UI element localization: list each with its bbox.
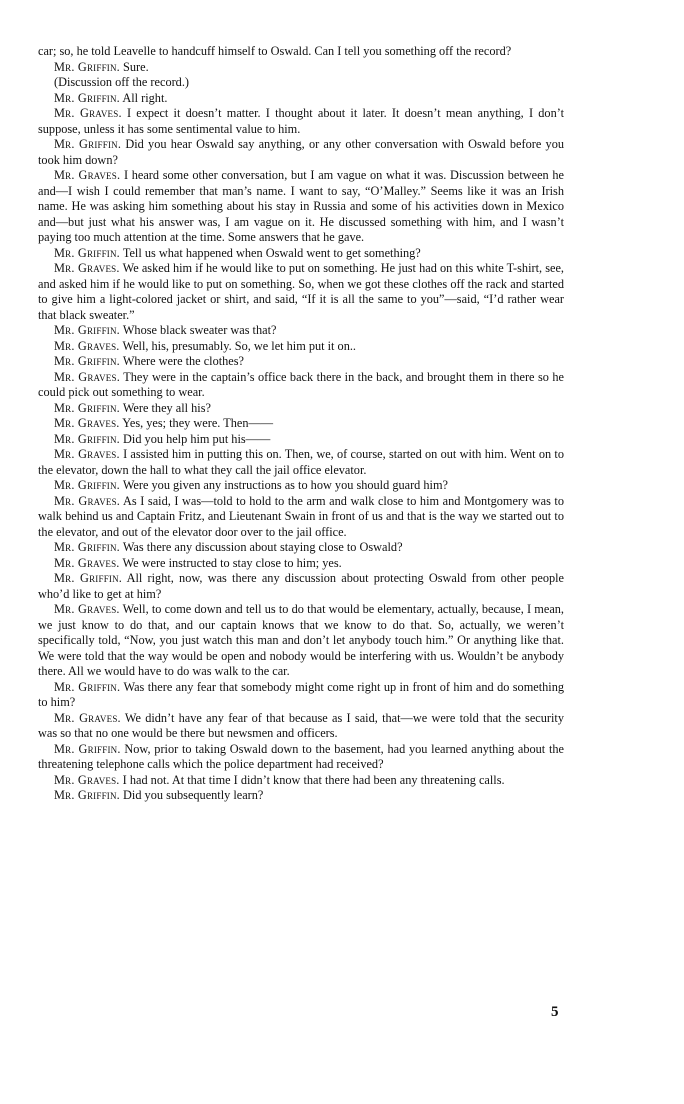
speaker-label: Mr. Griffin. — [54, 90, 120, 105]
transcript-paragraph — [38, 106, 564, 137]
transcript-paragraph — [38, 401, 564, 417]
transcript-paragraph — [38, 494, 564, 541]
paragraph-text: (Discussion off the record.) — [54, 75, 190, 89]
transcript-paragraph — [38, 680, 564, 711]
transcript-paragraph — [38, 416, 564, 432]
speaker-label: Mr. Griffin. — [54, 540, 120, 554]
speaker-label: Mr. Griffin. — [54, 571, 123, 585]
speaker-label: Mr. Griffin. — [54, 137, 122, 151]
transcript-paragraph — [38, 44, 564, 60]
transcript-paragraph — [38, 478, 564, 494]
speaker-label: Mr. Graves. — [54, 168, 121, 182]
paragraph-text: I expect it doesn’t matter. I thought about it later. It doesn’t mean anything, I don’t suppose, unless it has some sentimental value to him. — [38, 106, 565, 136]
speaker-label: Mr. Griffin. — [54, 354, 120, 368]
paragraph-text: Sure. — [123, 59, 149, 74]
paragraph-text: car; so, he told Leavelle to handcuff himself to Oswald. Can I tell you something off the record? — [38, 44, 512, 58]
speaker-label: Mr. Griffin. — [54, 245, 120, 260]
paragraph-text: Did you hear Oswald say anything, or any other conversation with Oswald before you took him down? — [38, 137, 564, 167]
paragraph-text: Now, prior to taking Oswald down to the basement, had you learned anything about the threatening telephone calls which the police department had received? — [38, 741, 564, 771]
speaker-label: Mr. Griffin. — [54, 788, 120, 802]
transcript-paragraph — [38, 323, 564, 339]
transcript-paragraph — [38, 432, 564, 448]
speaker-label: Mr. Graves. — [54, 447, 120, 461]
transcript-paragraph — [38, 602, 564, 680]
paragraph-text: Whose black sweater was that? — [122, 323, 277, 337]
transcript-paragraph — [38, 370, 564, 401]
transcript-paragraph — [38, 354, 564, 370]
paragraph-text: Was there any discussion about staying close to Oswald? — [122, 540, 403, 554]
speaker-label: Mr. Griffin. — [54, 59, 120, 74]
paragraph-text: All right, now, was there any discussion about protecting Oswald from other people who’d like to get at him? — [38, 571, 564, 601]
speaker-label: Mr. Graves. — [54, 261, 120, 275]
speaker-label: Mr. Graves. — [54, 602, 120, 616]
speaker-label: Mr. Graves. — [54, 493, 121, 508]
paragraph-text: They were in the captain’s office back there in the back, and brought them in there so he could pick out something to wear. — [38, 369, 564, 399]
paragraph-text: Were you given any instructions as to how you should guard him? — [122, 478, 448, 492]
transcript-paragraph — [38, 447, 564, 478]
speaker-label: Mr. Griffin. — [54, 400, 120, 415]
paragraph-text: We were instructed to stay close to him; yes. — [122, 555, 342, 570]
paragraph-text: Well, his, presumably. So, we let him put it on.. — [122, 338, 356, 353]
paragraph-text: As I said, I was—told to hold to the arm and walk close to him and Montgomery was to walk behind us and Captain Fritz, and Lieutenant Swain in front of us and that is the way we started out to the elevator, and out of the elevator door over to the jail office. — [38, 493, 565, 539]
speaker-label: Mr. Graves. — [54, 555, 120, 570]
transcript-paragraph — [38, 75, 564, 91]
speaker-label: Mr. Griffin. — [54, 478, 120, 492]
transcript-paragraph — [38, 339, 564, 355]
paragraph-text: Tell us what happened when Oswald went to get something? — [122, 245, 421, 260]
speaker-label: Mr. Graves. — [54, 772, 120, 787]
transcript-paragraph — [38, 773, 564, 789]
speaker-label: Mr. Graves. — [54, 106, 122, 120]
paragraph-text: Where were the clothes? — [122, 354, 245, 368]
paragraph-text: I assisted him in putting this on. Then, we, of course, started on out with him. Went on to the elevator, down the hall to what they call the jail office elevator. — [38, 447, 564, 477]
paragraph-text: Did you subsequently learn? — [123, 788, 264, 802]
paragraph-text: Well, to come down and tell us to do that would be elementary, actually, because, I mean, we just know to do that, and our captain knows that we know to do that. So, actually, we weren’t specifically told, “Now, you just watch this man and don’t let anybody touch him.” Or anything like that. We were told that the way would be open and nobody would be interfering with us. Wouldn’t be anybody there. All we would have to do was walk to the car. — [38, 602, 564, 678]
paragraph-text: I heard some other conversation, but I am vague on what it was. Discussion between he and—I wish I could remember that man’s name. I want to say, “O’Malley.” Seems like it was an Irish name. He was asking him something about his stay in Russia and some of his activities down in Mexico and—but just what his answer was, I am vague on it. He discussed something with him, and I wasn’t paying too much attention at the time. Some answers that he gave. — [38, 168, 564, 244]
speaker-label: Mr. Graves. — [54, 710, 121, 725]
transcript-paragraph — [38, 246, 564, 262]
speaker-label: Mr. Griffin. — [54, 323, 120, 337]
paragraph-text: We didn’t have any fear of that because as I said, that—we were told that the security was so that no one would be there but newsmen and officers. — [38, 710, 564, 740]
paragraph-text: All right. — [122, 90, 168, 105]
paragraph-text: Were they all his? — [122, 400, 211, 415]
speaker-label: Mr. Griffin. — [54, 741, 121, 756]
transcript-paragraph — [38, 91, 564, 107]
speaker-label: Mr. Graves. — [54, 369, 120, 384]
speaker-label: Mr. Griffin. — [54, 431, 120, 446]
paragraph-text: Yes, yes; they were. Then—— — [122, 416, 274, 430]
paragraph-text: Did you help him put his—— — [123, 431, 271, 446]
speaker-label: Mr. Griffin. — [54, 679, 121, 694]
transcript-paragraph — [38, 711, 564, 742]
transcript-paragraph — [38, 742, 564, 773]
transcript-paragraph — [38, 168, 564, 246]
transcript-paragraph — [38, 137, 564, 168]
speaker-label: Mr. Graves. — [54, 338, 120, 353]
transcript-paragraph — [38, 60, 564, 76]
paragraph-text: We asked him if he would like to put on something. He just had on this white T-shirt, see, and asked him if he would like to put on something. So, when we got these clothes off the rack and started to give him a light-colored jacket or shirt, and said, “If it is all the same to you”—said, “I’d rather wear that black sweater.” — [38, 261, 564, 322]
transcript-paragraph — [38, 556, 564, 572]
speaker-label: Mr. Graves. — [54, 416, 120, 430]
transcript-paragraph — [38, 571, 564, 602]
page-number: 5 — [551, 1004, 559, 1020]
transcript-paragraph — [38, 261, 564, 323]
paragraph-text: I had not. At that time I didn’t know that there had been any threatening calls. — [122, 772, 505, 787]
paragraph-text: Was there any fear that somebody might come right up in front of him and do something to him? — [38, 679, 565, 709]
transcript-paragraph — [38, 788, 564, 804]
transcript-body — [38, 44, 564, 804]
transcript-paragraph — [38, 540, 564, 556]
